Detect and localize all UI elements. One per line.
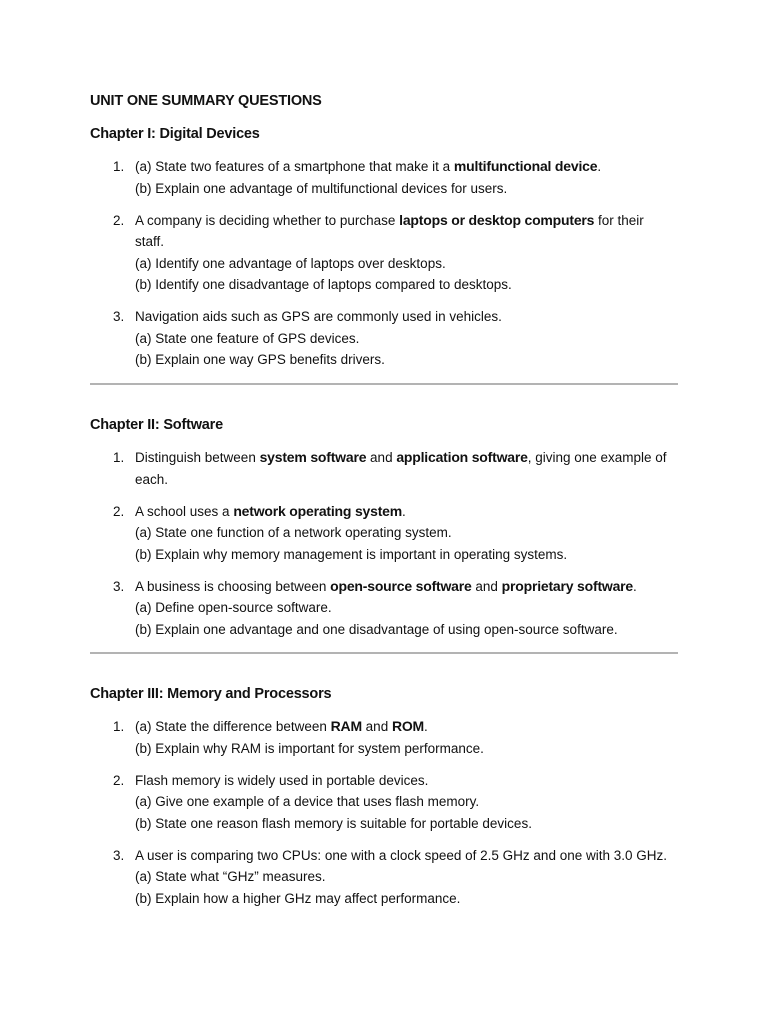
question-line	[135, 210, 678, 232]
keyword: system software	[259, 449, 367, 465]
keyword: proprietary software	[501, 577, 634, 594]
question-text: A business is choosing between	[135, 578, 331, 594]
keyword: network operating system	[233, 502, 403, 519]
question-line: (b) Explain why memory management is important in operating systems.	[135, 546, 568, 562]
question-number: 1.	[113, 719, 125, 734]
question-text: .	[402, 503, 406, 519]
question-text: and	[361, 719, 392, 734]
keyword: open-source software	[330, 577, 472, 594]
question-number: 2.	[113, 212, 125, 228]
chapter-3-section	[90, 683, 678, 920]
question-line: (b) Explain one advantage and one disadvantage of using open-source software.	[135, 621, 618, 637]
keyword: application software	[396, 449, 528, 465]
question-text: for their	[594, 212, 644, 228]
question-line	[135, 501, 678, 523]
question-number: 2.	[113, 503, 125, 519]
question-list	[90, 447, 678, 640]
question-number: 3.	[113, 847, 125, 863]
question-number: 1.	[113, 159, 125, 174]
question-text: A school uses a	[135, 503, 234, 519]
document-title: UNIT ONE SUMMARY QUESTIONS	[90, 93, 322, 109]
section-divider	[90, 383, 678, 385]
question-item	[90, 447, 678, 490]
question-item	[90, 576, 678, 641]
keyword: laptops or desktop computers	[399, 211, 595, 228]
question-line: (a) Define open-source software.	[135, 600, 332, 615]
question-text: A company is deciding whether to purchase	[135, 212, 400, 228]
question-text: (a) State the difference between	[135, 719, 331, 734]
question-item	[90, 156, 678, 199]
question-line: (b) Identify one disadvantage of laptops compared to desktops.	[135, 277, 512, 292]
chapter-1-section	[90, 123, 678, 381]
question-line: Navigation aids such as GPS are commonly used in vehicles.	[135, 309, 502, 324]
question-line: (b) Explain how a higher GHz may affect performance.	[135, 890, 461, 906]
question-text: (a) State two features of a smartphone that make it a	[135, 159, 454, 174]
question-line: (b) State one reason flash memory is suitable for portable devices.	[135, 815, 532, 831]
chapter-title: Chapter I: Digital Devices	[90, 126, 260, 142]
question-line: (b) Explain one advantage of multifunctional devices for users.	[135, 180, 508, 196]
question-line: each.	[135, 471, 169, 487]
question-number: 3.	[113, 309, 125, 324]
question-line: Flash memory is widely used in portable devices.	[135, 772, 429, 788]
question-line: (a) Identify one advantage of laptops over desktops.	[135, 255, 446, 271]
question-text: .	[633, 578, 637, 594]
question-item	[90, 716, 678, 759]
question-number: 3.	[113, 578, 125, 594]
question-text: Distinguish between	[135, 450, 260, 465]
chapter-2-section	[90, 414, 678, 651]
question-item	[90, 306, 678, 371]
question-line	[135, 716, 678, 738]
question-line	[135, 576, 678, 598]
keyword: ROM	[391, 718, 425, 734]
question-text: and	[471, 578, 502, 594]
chapter-title: Chapter II: Software	[90, 417, 223, 433]
question-list	[90, 156, 678, 371]
keyword: multifunctional device	[453, 158, 598, 174]
question-line	[135, 156, 678, 178]
question-number: 1.	[113, 450, 125, 465]
question-line: (a) Give one example of a device that uses flash memory.	[135, 794, 480, 809]
question-line: staff.	[135, 234, 165, 249]
question-line: (a) State one feature of GPS devices.	[135, 330, 360, 346]
question-item	[90, 770, 678, 835]
question-text: .	[597, 159, 602, 174]
question-list	[90, 716, 678, 909]
question-text: .	[424, 719, 428, 734]
section-divider	[90, 652, 678, 654]
question-text: and	[366, 450, 397, 465]
chapter-title: Chapter III: Memory and Processors	[90, 686, 332, 702]
question-number: 2.	[113, 772, 125, 788]
question-item	[90, 845, 678, 910]
question-line: (b) Explain why RAM is important for system performance.	[135, 740, 484, 756]
question-line: (b) Explain one way GPS benefits drivers.	[135, 352, 385, 367]
question-text: , giving one example of	[527, 450, 667, 465]
question-line	[135, 447, 678, 469]
question-item	[90, 501, 678, 566]
question-line: A user is comparing two CPUs: one with a clock speed of 2.5 GHz and one with 3.0 GHz.	[135, 847, 668, 863]
keyword: RAM	[330, 718, 362, 734]
question-line: (a) State one function of a network operating system.	[135, 525, 452, 540]
question-item	[90, 210, 678, 296]
question-line: (a) State what “GHz” measures.	[135, 869, 326, 884]
